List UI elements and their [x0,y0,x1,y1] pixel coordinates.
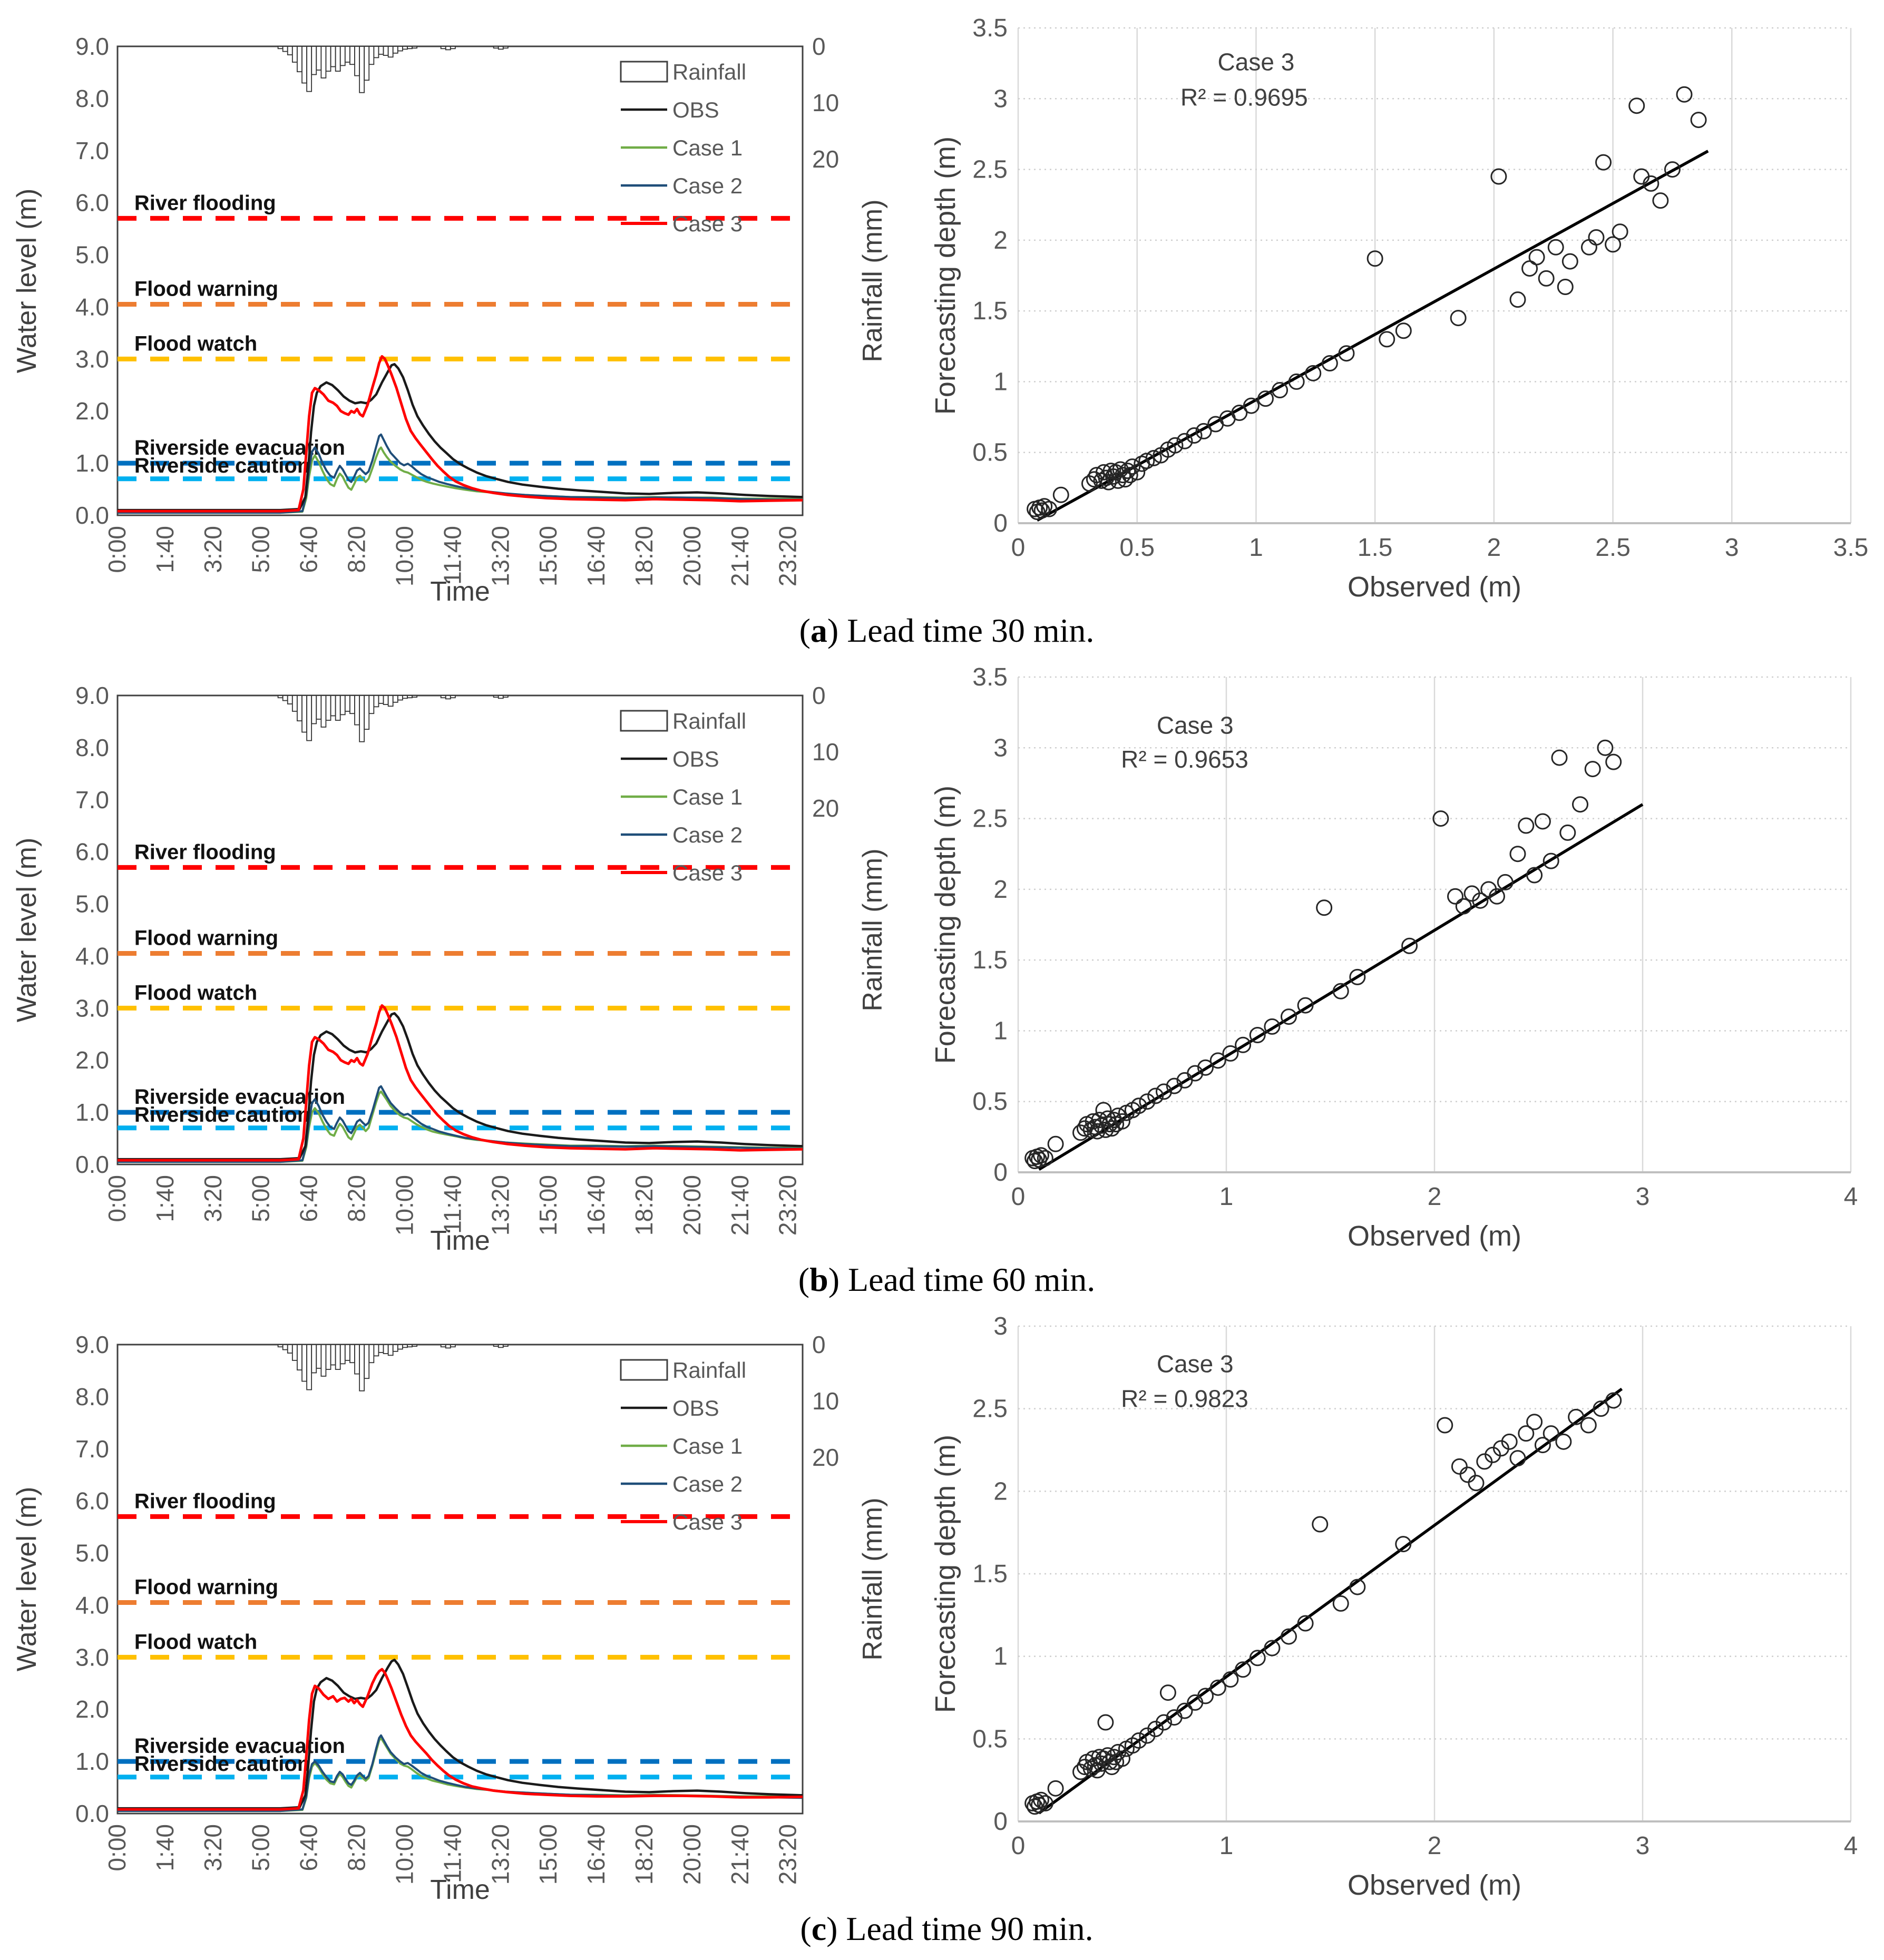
svg-text:1: 1 [993,1642,1008,1671]
svg-text:3: 3 [993,1312,1008,1340]
svg-text:R² = 0.9653: R² = 0.9653 [1121,745,1248,773]
caption-paren: ) [826,1910,838,1947]
svg-text:18:20: 18:20 [630,526,658,587]
svg-text:9.0: 9.0 [75,682,109,709]
svg-text:20: 20 [812,145,839,173]
svg-text:2.0: 2.0 [75,1046,109,1074]
svg-text:0.5: 0.5 [972,1725,1008,1753]
svg-text:20: 20 [812,795,839,822]
caption-paren: ( [799,612,811,649]
svg-text:0.5: 0.5 [972,438,1008,467]
svg-text:10: 10 [812,738,839,766]
svg-text:Case 3: Case 3 [672,860,743,885]
svg-text:11:40: 11:40 [438,1824,466,1883]
svg-text:15:00: 15:00 [534,1824,562,1885]
svg-text:0: 0 [812,33,826,60]
svg-text:River flooding: River flooding [134,191,276,215]
svg-text:Observed (m): Observed (m) [1347,1220,1522,1252]
svg-text:Rainfall: Rainfall [672,60,747,84]
svg-text:5:00: 5:00 [247,1175,275,1222]
svg-text:8:20: 8:20 [343,1824,370,1871]
svg-text:13:20: 13:20 [486,526,514,587]
svg-text:6.0: 6.0 [75,189,109,217]
svg-text:16:40: 16:40 [582,1824,610,1885]
svg-text:8.0: 8.0 [75,1383,109,1410]
svg-text:0.0: 0.0 [75,1151,109,1178]
svg-text:3.5: 3.5 [972,663,1008,691]
svg-text:5.0: 5.0 [75,241,109,269]
svg-text:0:00: 0:00 [103,526,131,573]
svg-text:1.0: 1.0 [75,1099,109,1126]
svg-text:7.0: 7.0 [75,786,109,814]
charts-row-a [9,4,1884,610]
svg-text:Rainfall: Rainfall [672,1358,747,1383]
svg-text:3: 3 [993,734,1008,762]
scatter-chart-b [930,653,1873,1259]
svg-text:5.0: 5.0 [75,890,109,918]
caption-label: b [809,1261,828,1298]
svg-text:1.0: 1.0 [75,449,109,477]
svg-text:13:20: 13:20 [486,1824,514,1885]
svg-text:6:40: 6:40 [295,1175,323,1222]
svg-text:4: 4 [1843,1183,1858,1211]
svg-text:Observed (m): Observed (m) [1347,1869,1522,1901]
svg-text:Case 1: Case 1 [672,785,743,809]
svg-text:Flood warning: Flood warning [134,926,279,950]
svg-text:Case 1: Case 1 [672,135,743,160]
svg-text:3.5: 3.5 [972,14,1008,42]
panel-row-c [9,1302,1884,1948]
svg-text:R² = 0.9823: R² = 0.9823 [1121,1385,1248,1413]
svg-text:Riverside evacuation: Riverside evacuation [134,436,346,460]
svg-text:Riverside caution: Riverside caution [134,1103,310,1126]
svg-text:R² = 0.9695: R² = 0.9695 [1180,83,1308,111]
svg-text:OBS: OBS [672,747,719,771]
caption-text: Lead time 90 min. [837,1910,1094,1947]
svg-text:3: 3 [1635,1832,1650,1860]
svg-text:20:00: 20:00 [678,1824,706,1885]
svg-text:10: 10 [812,1387,839,1415]
svg-text:21:40: 21:40 [726,1175,754,1236]
svg-text:Time: Time [430,576,490,607]
svg-text:Rainfall (mm): Rainfall (mm) [857,1497,888,1661]
svg-text:16:40: 16:40 [582,1175,610,1236]
svg-text:10:00: 10:00 [391,1824,418,1885]
svg-text:1.5: 1.5 [972,946,1008,975]
svg-text:23:20: 23:20 [774,1824,802,1885]
svg-text:Flood watch: Flood watch [134,1630,258,1654]
charts-row-c [9,1302,1884,1908]
svg-text:4.0: 4.0 [75,293,109,321]
svg-text:1: 1 [1219,1183,1234,1211]
caption-text: Lead time 60 min. [839,1261,1096,1298]
svg-text:2.0: 2.0 [75,1696,109,1723]
svg-text:1:40: 1:40 [151,526,179,573]
svg-text:7.0: 7.0 [75,136,109,164]
svg-text:0: 0 [993,1808,1008,1836]
svg-text:1.5: 1.5 [1357,534,1393,562]
scatter-chart-c [930,1302,1873,1908]
svg-text:2.5: 2.5 [972,805,1008,833]
caption-label: c [811,1910,827,1947]
svg-text:2: 2 [1427,1183,1442,1211]
svg-text:11:40: 11:40 [438,1175,466,1234]
svg-text:6.0: 6.0 [75,1487,109,1515]
svg-text:1.5: 1.5 [972,297,1008,326]
svg-text:8:20: 8:20 [343,526,370,573]
svg-text:Case 2: Case 2 [672,173,743,198]
svg-text:2.5: 2.5 [972,1395,1008,1423]
svg-text:20:00: 20:00 [678,526,706,587]
svg-text:8.0: 8.0 [75,733,109,761]
svg-text:5.0: 5.0 [75,1539,109,1567]
svg-text:2: 2 [993,226,1008,254]
svg-text:Flood warning: Flood warning [134,1575,279,1599]
svg-text:Case 2: Case 2 [672,822,743,847]
svg-text:6:40: 6:40 [295,526,323,573]
hydrograph-chart-a [9,4,905,610]
svg-text:13:20: 13:20 [486,1175,514,1236]
svg-text:River flooding: River flooding [134,1489,276,1513]
svg-text:Water level (m): Water level (m) [12,837,42,1023]
svg-text:Rainfall (mm): Rainfall (mm) [857,848,888,1012]
scatter-chart-a [930,4,1873,610]
svg-text:7.0: 7.0 [75,1435,109,1463]
svg-text:3:20: 3:20 [199,526,227,573]
panel-row-a [9,4,1884,650]
svg-text:Case 3: Case 3 [672,1510,743,1534]
svg-text:4.0: 4.0 [75,942,109,970]
svg-text:OBS: OBS [672,97,719,122]
svg-text:Case 3: Case 3 [1156,1350,1234,1378]
caption-c [9,1909,1884,1948]
svg-text:21:40: 21:40 [726,1824,754,1885]
svg-text:Flood watch: Flood watch [134,332,258,356]
svg-text:0.5: 0.5 [1119,534,1155,562]
svg-text:Riverside evacuation: Riverside evacuation [134,1734,346,1758]
svg-text:Case 3: Case 3 [1217,48,1295,76]
svg-text:1.0: 1.0 [75,1748,109,1776]
svg-text:Rainfall (mm): Rainfall (mm) [857,199,888,362]
hydrograph-chart-b [9,653,905,1259]
svg-text:21:40: 21:40 [726,526,754,587]
svg-text:1.5: 1.5 [972,1560,1008,1588]
panel-row-b [9,653,1884,1299]
svg-text:Flood warning: Flood warning [134,277,279,301]
svg-text:0: 0 [993,1159,1008,1187]
svg-text:2: 2 [993,1477,1008,1506]
svg-text:11:40: 11:40 [438,526,466,585]
caption-paren: ( [800,1910,812,1947]
svg-text:0.0: 0.0 [75,1800,109,1827]
svg-text:16:40: 16:40 [582,526,610,587]
svg-text:9.0: 9.0 [75,33,109,60]
svg-text:0: 0 [1011,1832,1026,1860]
svg-text:10:00: 10:00 [391,526,418,587]
svg-text:1: 1 [1219,1832,1234,1860]
svg-text:2.5: 2.5 [1595,534,1631,562]
svg-text:20:00: 20:00 [678,1175,706,1236]
svg-text:Observed (m): Observed (m) [1347,571,1522,603]
svg-text:6:40: 6:40 [295,1824,323,1871]
svg-text:0: 0 [812,682,826,709]
svg-text:2: 2 [993,875,1008,904]
svg-text:6.0: 6.0 [75,838,109,866]
svg-text:18:20: 18:20 [630,1824,658,1885]
svg-text:Case 3: Case 3 [672,211,743,236]
svg-text:2: 2 [1487,534,1501,562]
svg-text:0.5: 0.5 [972,1087,1008,1116]
svg-text:Forecasting depth (m): Forecasting depth (m) [930,1434,961,1713]
svg-text:3.0: 3.0 [75,1643,109,1671]
svg-text:3: 3 [1724,534,1739,562]
svg-text:0:00: 0:00 [103,1175,131,1222]
svg-text:Case 3: Case 3 [1156,711,1234,739]
svg-text:0: 0 [1011,534,1026,562]
svg-text:0:00: 0:00 [103,1824,131,1871]
svg-text:3:20: 3:20 [199,1824,227,1871]
svg-text:23:20: 23:20 [774,526,802,587]
svg-text:1:40: 1:40 [151,1175,179,1222]
svg-text:1: 1 [993,368,1008,396]
svg-text:0: 0 [812,1331,826,1358]
svg-text:2.5: 2.5 [972,155,1008,184]
svg-text:4.0: 4.0 [75,1591,109,1619]
caption-text: Lead time 30 min. [838,612,1095,649]
svg-text:18:20: 18:20 [630,1175,658,1236]
svg-text:1: 1 [1249,534,1263,562]
svg-text:0.0: 0.0 [75,502,109,529]
svg-text:8.0: 8.0 [75,84,109,112]
svg-text:0: 0 [1011,1183,1026,1211]
svg-text:Forecasting depth (m): Forecasting depth (m) [930,136,961,415]
charts-row-b [9,653,1884,1259]
caption-paren: ) [828,1261,839,1298]
svg-text:OBS: OBS [672,1396,719,1420]
svg-text:2: 2 [1427,1832,1442,1860]
svg-text:Riverside caution: Riverside caution [134,1752,310,1776]
svg-text:23:20: 23:20 [774,1175,802,1236]
svg-text:20: 20 [812,1444,839,1471]
svg-text:10:00: 10:00 [391,1175,418,1236]
caption-a [9,611,1884,650]
svg-text:3: 3 [1635,1183,1650,1211]
svg-text:1: 1 [993,1017,1008,1045]
svg-text:3:20: 3:20 [199,1175,227,1222]
svg-text:0: 0 [993,509,1008,537]
svg-text:2.0: 2.0 [75,397,109,425]
svg-text:10: 10 [812,89,839,116]
svg-text:Time: Time [430,1875,490,1905]
svg-text:Rainfall: Rainfall [672,709,747,733]
svg-text:3.0: 3.0 [75,994,109,1022]
hydrograph-chart-c [9,1302,905,1908]
svg-text:4: 4 [1843,1832,1858,1860]
svg-text:3.5: 3.5 [1833,534,1869,562]
svg-text:5:00: 5:00 [247,1824,275,1871]
svg-text:Riverside evacuation: Riverside evacuation [134,1085,346,1109]
svg-text:5:00: 5:00 [247,526,275,573]
svg-text:Case 1: Case 1 [672,1434,743,1458]
svg-text:Forecasting depth (m): Forecasting depth (m) [930,785,961,1064]
svg-text:3: 3 [993,85,1008,113]
caption-paren: ) [827,612,839,649]
svg-text:Time: Time [430,1226,490,1256]
svg-text:8:20: 8:20 [343,1175,370,1222]
caption-b [9,1260,1884,1299]
svg-text:15:00: 15:00 [534,1175,562,1236]
svg-text:1:40: 1:40 [151,1824,179,1871]
svg-text:Water level (m): Water level (m) [12,1486,42,1672]
svg-text:9.0: 9.0 [75,1331,109,1358]
caption-label: a [810,612,827,649]
svg-text:Water level (m): Water level (m) [12,188,42,374]
svg-text:Riverside caution: Riverside caution [134,454,310,477]
svg-text:3.0: 3.0 [75,345,109,373]
svg-text:Case 2: Case 2 [672,1472,743,1496]
caption-paren: ( [798,1261,810,1298]
svg-text:15:00: 15:00 [534,526,562,587]
svg-text:River flooding: River flooding [134,840,276,864]
svg-text:Flood watch: Flood watch [134,981,258,1005]
